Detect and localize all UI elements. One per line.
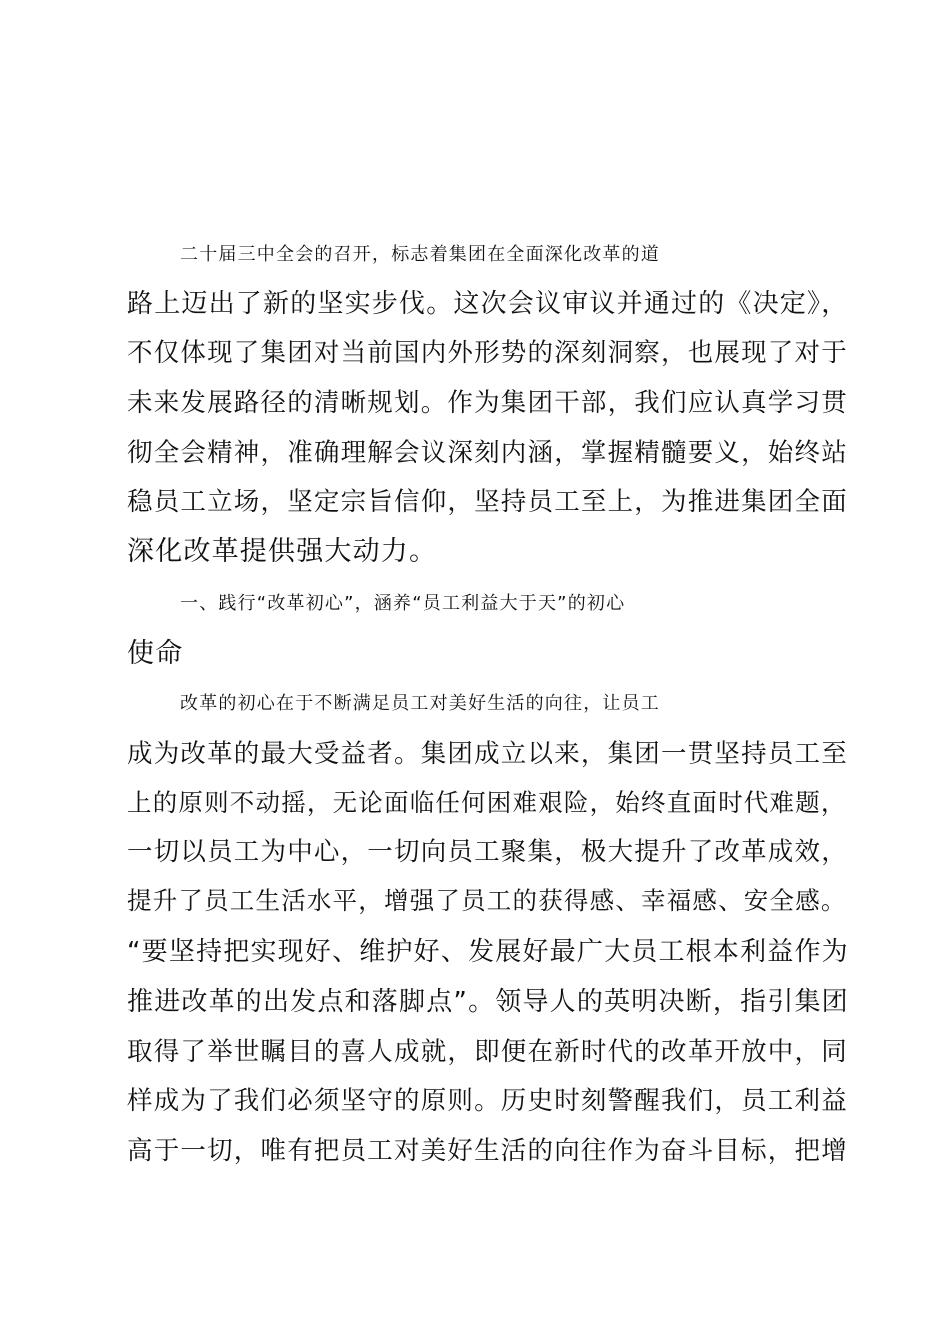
paragraph-1-line-7: 深化改革提供强大动力。 (127, 536, 438, 567)
paragraph-2-line-4: 一切以员工为中心，一切向员工聚集，极大提升了改革成效， (127, 837, 848, 867)
paragraph-1-line-3: 不仅体现了集团对当前国内外形势的深刻洞察，也展现了对于 (127, 338, 848, 368)
paragraph-2-line-9: 样成为了我们必须坚守的原则。历史时刻警醒我们，员工利益 (127, 1086, 848, 1116)
paragraph-2-line-6: “要坚持把实现好、维护好、发展好最广大员工根本利益作为 (127, 937, 849, 967)
paragraph-2-line-1: 改革的初心在于不断满足员工对美好生活的向往，让员工 (180, 693, 660, 714)
heading-1-line-2: 使命 (127, 638, 184, 669)
paragraph-1-line-1: 二十届三中全会的召开，标志着集团在全面深化改革的道 (180, 244, 660, 265)
paragraph-2-line-8: 取得了举世瞩目的喜人成就，即便在新时代的改革开放中，同 (127, 1037, 848, 1067)
paragraph-1-line-4: 未来发展路径的清晰规划。作为集团干部，我们应认真学习贯 (127, 388, 848, 418)
paragraph-2-line-2: 成为改革的最大受益者。集团成立以来，集团一贯坚持员工至 (127, 739, 848, 769)
paragraph-1-line-2: 路上迈出了新的坚实步伐。这次会议审议并通过的《决定》， (127, 289, 849, 319)
paragraph-2-line-10: 高于一切，唯有把员工对美好生活的向往作为奋斗目标，把增 (127, 1136, 848, 1166)
paragraph-1-line-6: 稳员工立场，坚定宗旨信仰，坚持员工至上，为推进集团全面 (127, 487, 848, 517)
paragraph-2-line-5: 提升了员工生活水平，增强了员工的获得感、幸福感、安全感。 (127, 886, 847, 915)
paragraph-1-line-5: 彻全会精神，准确理解会议深刻内涵，掌握精髓要义，始终站 (127, 438, 848, 468)
paragraph-2-line-3: 上的原则不动摇，无论面临任何困难艰险，始终直面时代难题， (127, 788, 847, 817)
heading-1-line-1: 一、践行“改革初心”，涵养“员工利益大于天”的初心 (180, 593, 626, 614)
paragraph-2-line-7: 推进改革的出发点和落脚点”。领导人的英明决断，指引集团 (127, 987, 849, 1017)
